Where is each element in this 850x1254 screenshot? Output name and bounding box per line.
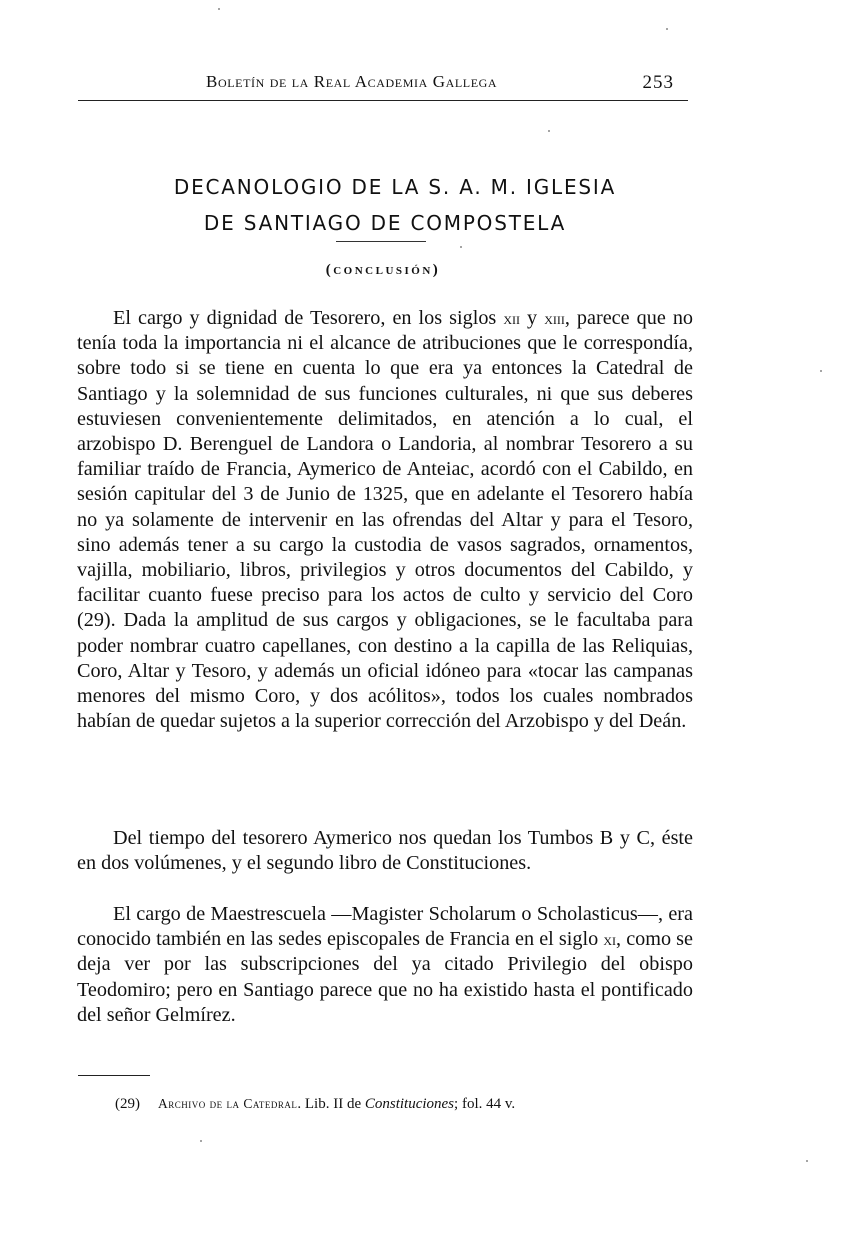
footnote-ref: (29) <box>115 1096 140 1112</box>
footnote-source: Archivo de la Catedral <box>158 1096 298 1111</box>
text-segment: El cargo de Maestrescuela —Magister Scholarum o Scholasticus—, era conocido también en las sedes episcopales de Francia en el siglo <box>77 903 693 951</box>
footnote-rule <box>78 1075 150 1076</box>
scan-speck <box>820 370 822 372</box>
roman-numeral: xi <box>603 930 616 950</box>
scan-speck <box>666 28 668 30</box>
page-number: 253 <box>642 72 674 93</box>
scan-speck <box>548 130 550 132</box>
article-subtitle: (conclusión) <box>325 262 441 278</box>
article-title-line1: DECANOLOGIO DE LA S. A. M. IGLESIA <box>173 175 617 200</box>
footnote-29 <box>115 1096 515 1113</box>
text-segment: , como se deja ver por las subscripciones del ya citado Privilegio del obispo Teodomiro; pero en Santiago parece que no ha existido hasta el pontificado del señor Gelmírez. <box>77 928 693 1026</box>
paragraph-text: Del tiempo del tesorero Aymerico nos quedan los Tumbos B y C, éste en dos volúmenes, y el segundo libro de Constituciones. <box>77 827 693 875</box>
running-title: Boletín de la Real Academia Gallega <box>206 72 498 91</box>
roman-numeral: xiii <box>544 309 565 328</box>
scan-speck <box>460 246 462 248</box>
roman-numeral: xii <box>503 309 520 328</box>
running-header <box>78 66 688 101</box>
text-segment: y <box>520 307 545 329</box>
scan-speck <box>200 1140 202 1142</box>
text-segment: , parece que no tenía toda la importancia ni el alcance de atribuciones que le correspondía, sobre todo si se tiene en cuenta lo que era ya entonces la Catedral de Santiago y la solemnidad de sus funciones culturales, ni que sus deberes estuviesen convenientemente delimitados, en atención a lo cual, el arzobispo D. Berenguel de Landora o Landoria, al nombrar Tesorero a su familiar traído de Francia, Aymerico de Anteiac, acordó con el Cabildo, en sesión capitular del 3 de Junio de 1325, que en adelante el Tesorero había no ya solamente de intervenir en las ofrendas del Altar y para el Tesoro, sino además tener a su cargo la custodia de vasos sagrados, ornamentos, vajilla, mobiliario, libros, privilegios y otros documentos del Cabildo, y facilitar cuanto fuese preciso para los actos de culto y servicio del Coro (29). Dada la amplitud de sus cargos y obligaciones, se le facultaba para poder nombrar cuatro capellanes, con destino a la capilla de las Reliquias, Coro, Altar y Tesoro, y además un oficial idóneo para «tocar las campanas menores del mismo Coro, y dos acólitos», todos los cuales nombrados habían de quedar sujetos a la superior corrección del Arzobispo y del Deán. <box>77 307 694 733</box>
footnote-end: ; fol. 44 v. <box>454 1096 516 1112</box>
scan-speck <box>806 1160 808 1162</box>
article-title-line2: DE SANTIAGO DE COMPOSTELA <box>203 211 567 236</box>
footnote-middle: . Lib. II de <box>297 1096 365 1112</box>
text-segment: El cargo y dignidad de Tesorero, en los siglos <box>113 307 504 329</box>
footnote-work: Constituciones <box>364 1096 455 1112</box>
paragraph-1 <box>77 306 693 734</box>
paragraph-2 <box>77 826 693 876</box>
paragraph-3 <box>77 902 693 1028</box>
title-divider <box>336 241 426 242</box>
scan-speck <box>218 8 220 10</box>
